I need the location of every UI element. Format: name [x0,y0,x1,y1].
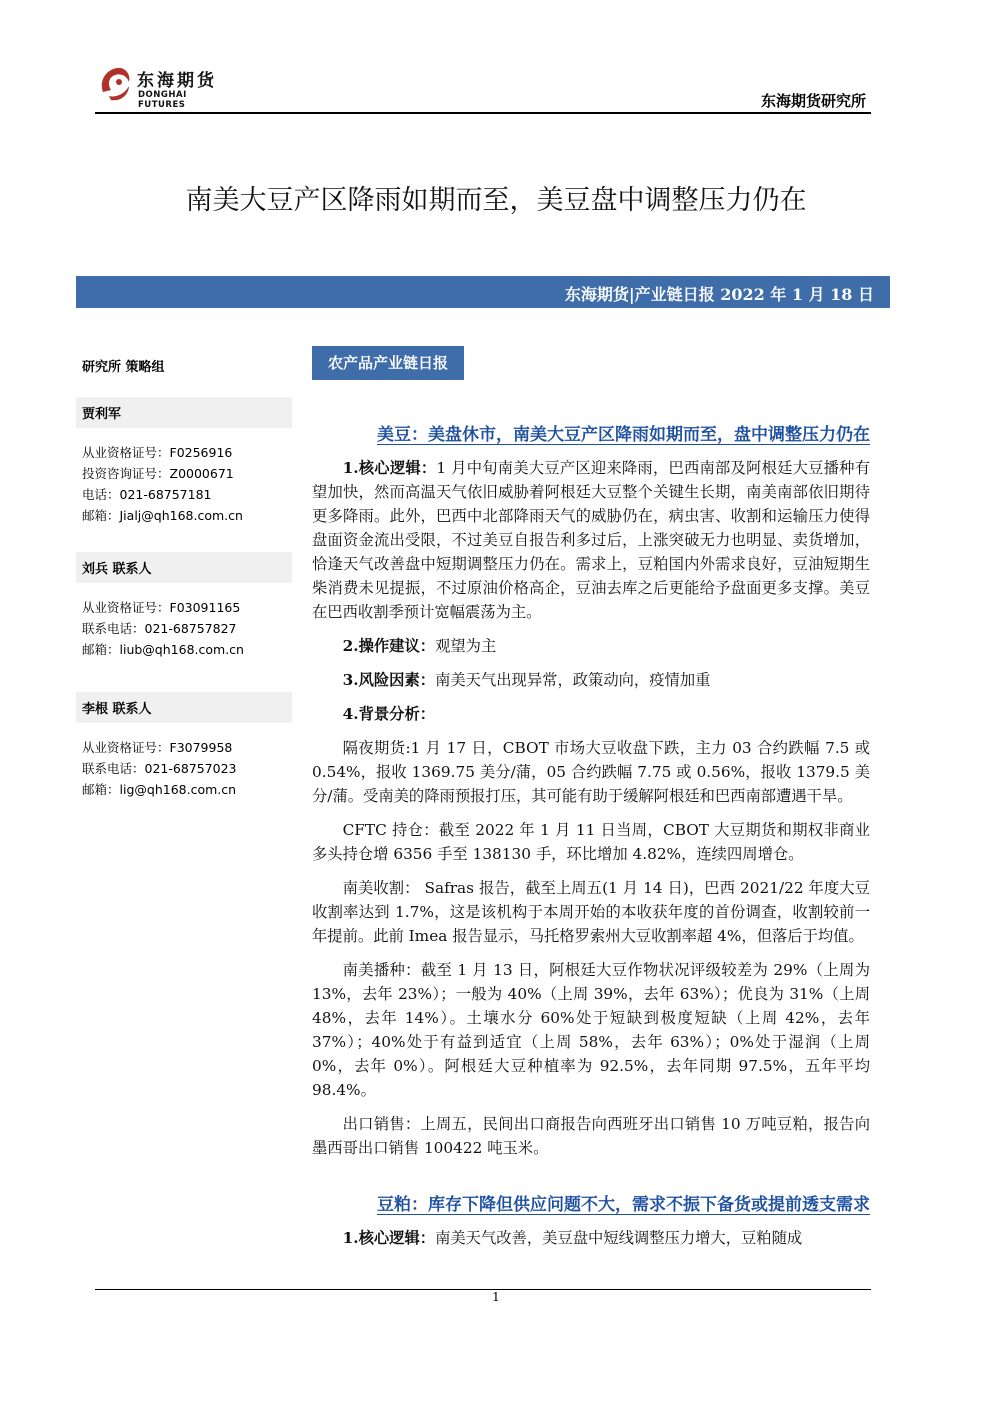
core-logic-text: 1 月中旬南美大豆产区迎来降雨，巴西南部及阿根廷大豆播种有望加快，然而高温天气依旧威胁着阿根廷大豆整个关键生长期，南美南部依旧期待更多降雨。此外，巴西中北部降雨天气的威胁仍在，病虫害、收割和运输压力使得盘面资金流出受限，不过美豆自报告利多过后，上涨突破无力也明显、卖货增加，恰逢天气改善盘中短期调整压力仍在。需求上，豆粕国内外需求良好，豆油短期生柴消费未见提振，不过原油价格高企，豆油去库之后更能给予盘面更多支撑。美豆在巴西收割季预计宽幅震荡为主。 [312,459,870,621]
section-tag: 农产品产业链日报 [312,346,464,380]
donghai-logo-icon [95,62,135,106]
page-number: 1 [492,1290,500,1304]
header-institute: 东海期货研究所 [760,92,866,110]
contact-line: 投资咨询证号：Z0000671 [82,466,234,481]
analyst-name: 贾利军 [76,397,292,428]
analyst-sidebar [76,350,292,800]
logo-chinese-name: 东海期货 [137,71,217,91]
banner-text: 东海期货|产业链日报 2022 年 1 月 18 日 [564,285,874,304]
analyst-contact [76,737,292,800]
analyst-contact [76,442,292,526]
contact-line: 从业资格证号：F0256916 [82,445,233,460]
core-logic-paragraph [312,456,870,624]
report-banner [76,276,890,308]
page-title: 南美大豆产区降雨如期而至，美豆盘中调整压力仍在 [185,185,807,216]
risk-paragraph [312,668,870,692]
background-paragraph: CFTC 持仓：截至 2022 年 1 月 11 日当周，CBOT 大豆期货和期权非商业多头持仓增 6356 手至 138130 手，环比增加 4.82%，连续四周增仓。 [312,821,870,863]
section-title-soymeal: 豆粕：库存下降但供应问题不大，需求不振下备货或提前透支需求 [377,1195,870,1215]
background-paragraph: 南美收割： Safras 报告，截至上周五(1 月 14 日)，巴西 2021/22 年度大豆收割率达到 1.7%，这是该机构于本周开始的本收获年度的首份调查，收割较前一年提前。此前 Imea 报告显示，马托格罗索州大豆收割率超 4%，但落后于均值。 [312,879,870,945]
risk-label: 3.风险因素： [342,671,436,689]
operation-label: 2.操作建议： [342,637,436,655]
contact-line: 联系电话：021-68757023 [82,761,237,776]
contact-line: 从业资格证号：F03091165 [82,600,241,615]
company-logo [95,62,235,108]
operation-text: 观望为主 [435,637,497,655]
background-paragraph: 南美播种：截至 1 月 13 日，阿根廷大豆作物状况评级较差为 29%（上周为 13%，去年 23%）；一般为 40%（上周 39%，去年 63%）；优良为 31%（上周 48%，去年 14%）。土壤水分 60%处于短缺到极度短缺（上周 42%，去年 37%）；40%处于有益到适宜（上周 58%，去年 63%）；0%处于湿润（上周 0%，去年 0%）。阿根廷大豆种植率为 92.5%，去年同期 97.5%，五年平均 98.4%。 [312,961,870,1099]
analyst-name: 李根 联系人 [76,692,292,723]
section-title-soybean: 美豆：美盘休市，南美大豆产区降雨如期而至，盘中调整压力仍在 [377,425,870,445]
background-paragraph: 出口销售：上周五，民间出口商报告向西班牙出口销售 10 万吨豆粕，报告向墨西哥出口销售 100422 吨玉米。 [312,1115,870,1157]
core-logic-text-2: 南美天气改善，美豆盘中短线调整压力增大，豆粕随成 [435,1229,803,1247]
contact-line: 邮箱：Jialj@qh168.com.cn [82,508,243,523]
header-divider [95,112,871,114]
contact-line: 从业资格证号：F3079958 [82,740,233,755]
core-logic-paragraph-2 [312,1226,870,1250]
analyst-contact [76,597,292,660]
background-heading [312,702,870,726]
risk-text: 南美天气出现异常，政策动向，疫情加重 [435,671,711,689]
logo-english-name: DONGHAI FUTURES [138,90,187,110]
contact-line: 邮箱：lig@qh168.com.cn [82,782,237,797]
background-paragraph: 隔夜期货:1 月 17 日，CBOT 市场大豆收盘下跌，主力 03 合约跌幅 7.5 或 0.54%，报收 1369.75 美分/蒲，05 合约跌幅 7.75 或 0.56%，报收 1379.5 美分/蒲。受南美的降雨预报打压，其可能有助于缓解阿根廷和巴西南部遭遇干旱。 [312,739,870,805]
contact-line: 电话：021-68757181 [82,487,212,502]
contact-line: 联系电话：021-68757827 [82,621,237,636]
background-label: 4.背景分析： [342,705,436,723]
operation-paragraph [312,634,870,658]
analyst-name: 刘兵 联系人 [76,552,292,583]
report-content [312,420,870,1250]
contact-line: 邮箱：liub@qh168.com.cn [82,642,244,657]
core-logic-label-2: 1.核心逻辑： [342,1229,436,1247]
sidebar-department: 研究所 策略组 [82,360,165,375]
core-logic-label: 1.核心逻辑： [342,459,437,477]
